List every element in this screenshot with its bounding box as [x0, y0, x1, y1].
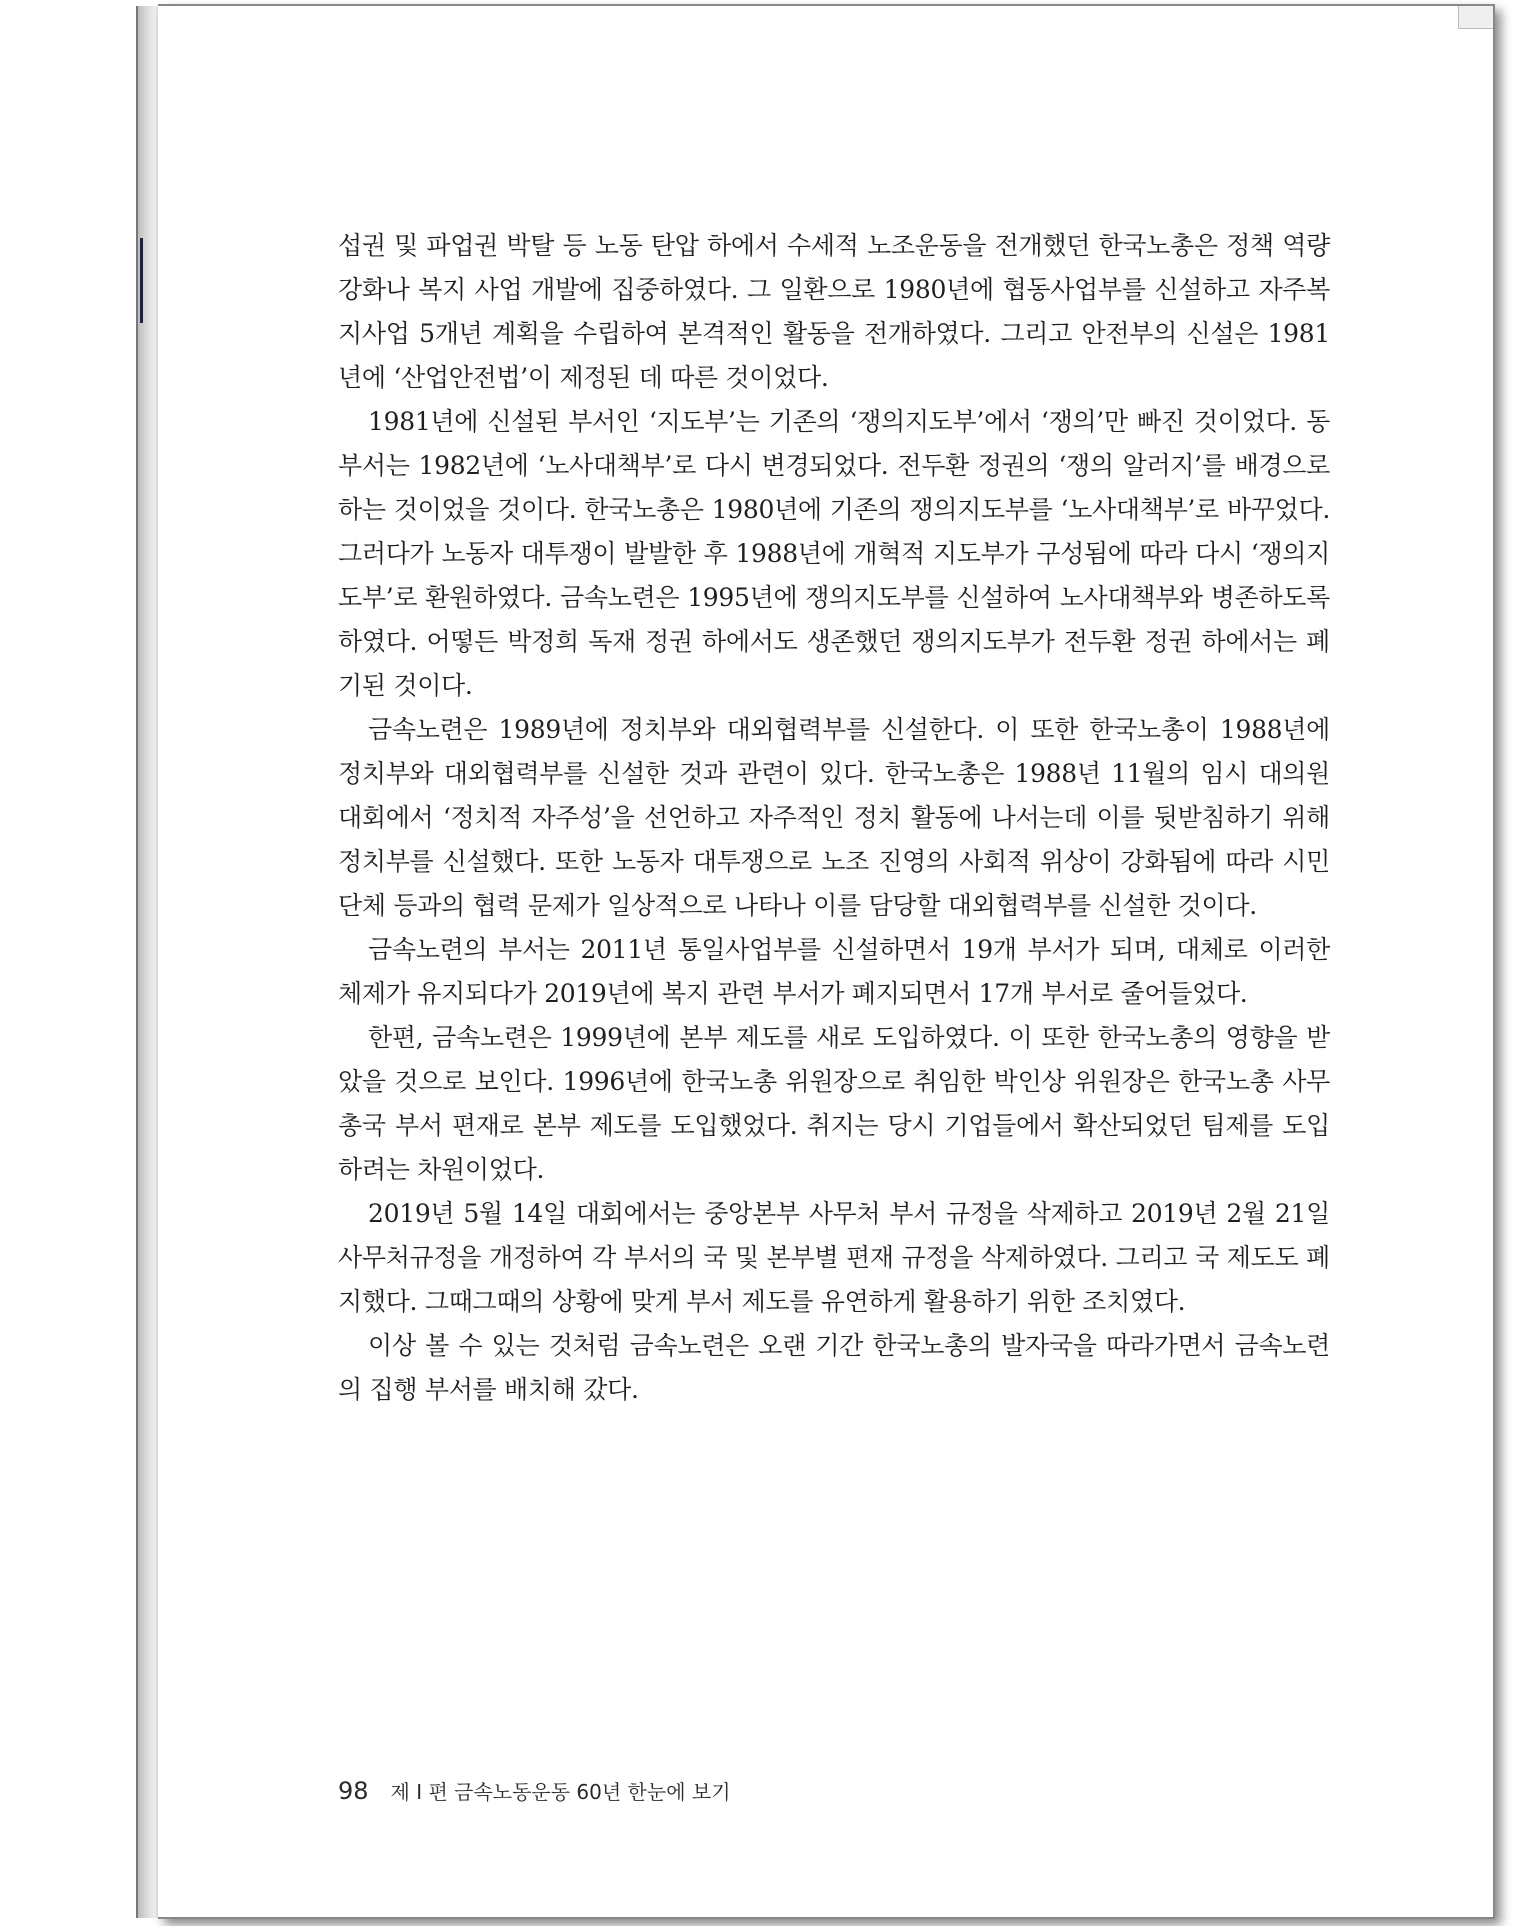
paragraph-7: 이상 볼 수 있는 것처럼 금속노련은 오랜 기간 한국노총의 발자국을 따라가면서 금속노련의 집행 부서를 배치해 갔다.	[338, 1331, 1330, 1404]
body-text	[338, 224, 1330, 1412]
spine-mark	[140, 238, 143, 323]
running-title: 제 I 편 금속노동운동 60년 한눈에 보기	[390, 1780, 731, 1804]
page-number: 98	[338, 1777, 369, 1805]
paragraph-5: 한편, 금속노련은 1999년에 본부 제도를 새로 도입하였다. 이 또한 한국노총의 영향을 받았을 것으로 보인다. 1996년에 한국노총 위원장으로 취임한 박인상 위원장은 한국노총 사무총국 부서 편재로 본부 제도를 도입했었다. 취지는 당시 기업들에서 확산되었던 팀제를 도입하려는 차원이었다.	[338, 1023, 1330, 1184]
page-footer	[338, 1776, 731, 1805]
paragraph-6: 2019년 5월 14일 대회에서는 중앙본부 사무처 부서 규정을 삭제하고 2019년 2월 21일 사무처규정을 개정하여 각 부서의 국 및 본부별 편재 규정을 삭제하였다. 그리고 국 제도도 폐지했다. 그때그때의 상황에 맞게 부서 제도를 유연하게 활용하기 위한 조치였다.	[338, 1199, 1330, 1316]
page-corner	[1458, 6, 1493, 29]
paragraph-1: 섭권 및 파업권 박탈 등 노동 탄압 하에서 수세적 노조운동을 전개했던 한국노총은 정책 역량 강화나 복지 사업 개발에 집중하였다. 그 일환으로 1980년에 협동사업부를 신설하고 자주복지사업 5개년 계획을 수립하여 본격적인 활동을 전개하였다. 그리고 안전부의 신설은 1981년에 ‘산업안전법’이 제정된 데 따른 것이었다.	[338, 231, 1331, 392]
paragraph-4: 금속노련의 부서는 2011년 통일사업부를 신설하면서 19개 부서가 되며, 대체로 이러한 체제가 유지되다가 2019년에 복지 관련 부서가 폐지되면서 17개 부서로 줄어들었다.	[338, 935, 1330, 1008]
paragraph-3: 금속노련은 1989년에 정치부와 대외협력부를 신설한다. 이 또한 한국노총이 1988년에 정치부와 대외협력부를 신설한 것과 관련이 있다. 한국노총은 1988년 11월의 임시 대의원 대회에서 ‘정치적 자주성’을 선언하고 자주적인 정치 활동에 나서는데 이를 뒷받침하기 위해 정치부를 신설했다. 또한 노동자 대투쟁으로 노조 진영의 사회적 위상이 강화됨에 따라 시민단체 등과의 협력 문제가 일상적으로 나타나 이를 담당할 대외협력부를 신설한 것이다.	[338, 715, 1330, 920]
paragraph-2: 1981년에 신설된 부서인 ‘지도부’는 기존의 ‘쟁의지도부’에서 ‘쟁의’만 빠진 것이었다. 동 부서는 1982년에 ‘노사대책부’로 다시 변경되었다. 전두환 정권의 ‘쟁의 알러지’를 배경으로 하는 것이었을 것이다. 한국노총은 1980년에 기존의 쟁의지도부를 ‘노사대책부’로 바꾸었다. 그러다가 노동자 대투쟁이 발발한 후 1988년에 개혁적 지도부가 구성됨에 따라 다시 ‘쟁의지도부’로 환원하였다. 금속노련은 1995년에 쟁의지도부를 신설하여 노사대책부와 병존하도록 하였다. 어떻든 박정희 독재 정권 하에서도 생존했던 쟁의지도부가 전두환 정권 하에서는 폐기된 것이다.	[338, 407, 1330, 700]
